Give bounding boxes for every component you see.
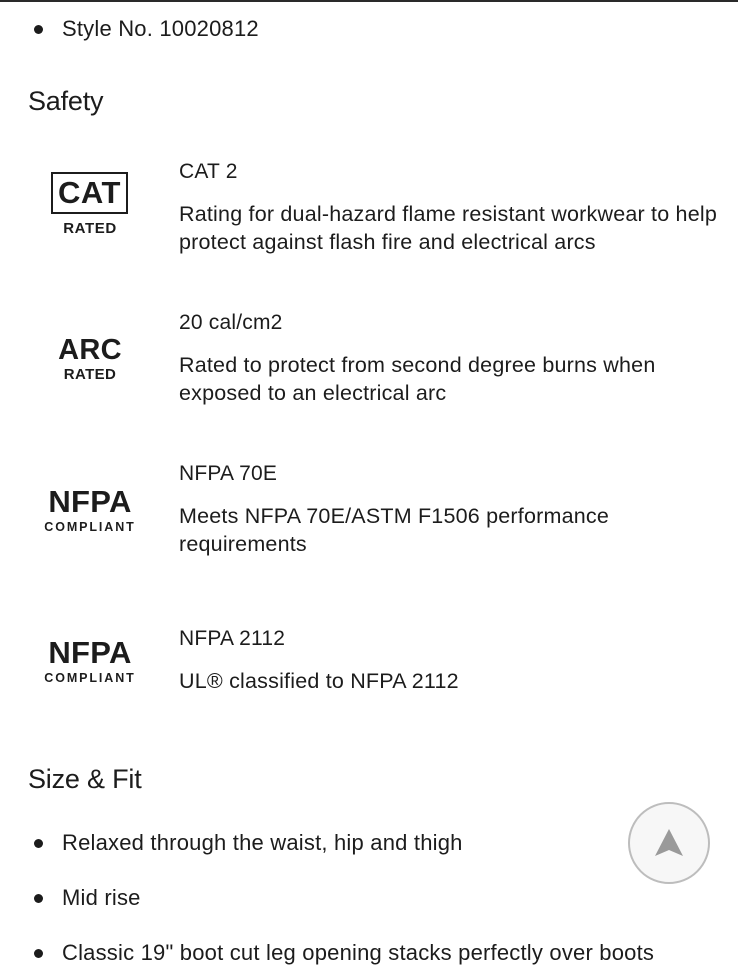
feature-title: 20 cal/cm2 xyxy=(179,311,283,334)
bullet-dot xyxy=(34,894,43,903)
arrow-up-icon xyxy=(652,826,686,860)
feature-description: Rating for dual-hazard flame resistant workwear to help protect against flash fire and electrical arcs xyxy=(179,202,718,254)
size-fit-text: Mid rise xyxy=(62,885,141,910)
feature-description: UL® classified to NFPA 2112 xyxy=(179,669,459,693)
nfpa-badge-main: NFPA xyxy=(48,635,132,670)
size-fit-heading: Size & Fit xyxy=(28,764,142,794)
style-number-item xyxy=(34,16,259,42)
size-fit-item xyxy=(34,940,654,966)
arc-badge-main: ARC xyxy=(58,334,122,366)
cat-badge-box: CAT xyxy=(51,172,128,214)
feature-description: Meets NFPA 70E/ASTM F1506 performance requirements xyxy=(179,504,610,556)
top-divider xyxy=(0,0,738,2)
bullet-dot xyxy=(34,839,43,848)
size-fit-text: Classic 19" boot cut leg opening stacks perfectly over boots xyxy=(62,940,655,965)
cat-badge-sub: RATED xyxy=(63,220,117,237)
nfpa-badge-sub: COMPLIANT xyxy=(44,671,136,685)
cat-rated-badge xyxy=(40,172,140,237)
nfpa-compliant-badge xyxy=(40,486,140,534)
feature-title: NFPA 2112 xyxy=(179,627,286,650)
bullet-dot xyxy=(34,25,43,34)
safety-heading: Safety xyxy=(28,86,104,116)
nfpa-badge-main: NFPA xyxy=(48,484,132,519)
nfpa-compliant-badge xyxy=(40,637,140,685)
size-fit-text: Relaxed through the waist, hip and thigh xyxy=(62,830,463,855)
style-number-text: Style No. 10020812 xyxy=(62,16,259,41)
scroll-to-top-button[interactable] xyxy=(628,802,710,884)
arc-badge-sub: RATED xyxy=(63,366,117,383)
size-fit-item xyxy=(34,885,141,911)
feature-description: Rated to protect from second degree burns when exposed to an electrical arc xyxy=(179,353,656,405)
feature-title: NFPA 70E xyxy=(179,462,278,485)
size-fit-item xyxy=(34,830,463,856)
feature-title: CAT 2 xyxy=(179,160,238,183)
nfpa-badge-sub: COMPLIANT xyxy=(44,520,136,534)
arc-rated-badge xyxy=(40,335,140,383)
bullet-dot xyxy=(34,949,43,958)
